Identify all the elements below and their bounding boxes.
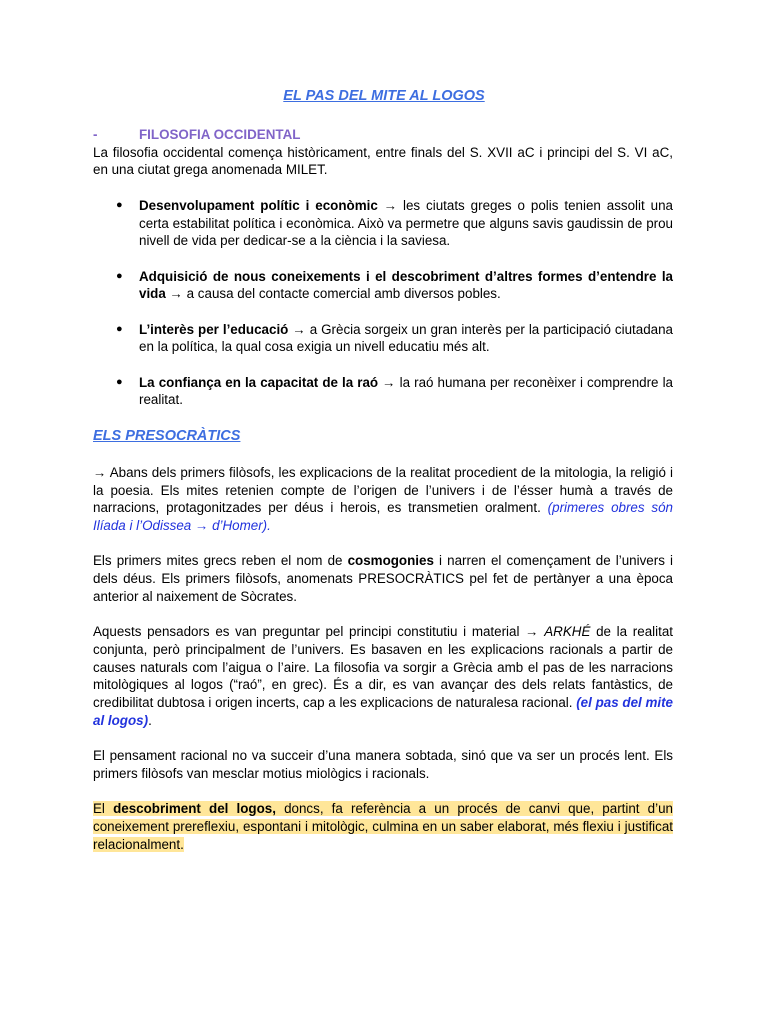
bullet-text: → a causa del contacte comercial amb diversos pobles. [165, 286, 501, 302]
heading-dash: - [93, 127, 98, 142]
section-heading-presocratics: ELS PRESOCRÀTICS [93, 428, 241, 445]
bullet-list [93, 197, 673, 409]
document-body [93, 86, 673, 853]
list-item [93, 374, 673, 409]
paragraph-descobriment-logos [93, 800, 673, 853]
bullet-icon: ● [116, 375, 123, 388]
list-item [93, 268, 673, 303]
homer-note: (primeres obres són Ilíada i l’Odissea → d’Homer) [93, 500, 674, 533]
intro-paragraph: La filosofia occidental comença històricament, entre finals del S. XVII aC i principi del S. VI aC, en una ciutat grega anomenada MILET. [93, 144, 673, 178]
highlighted-text: El descobriment del logos, doncs, fa referència a un procés de canvi que, partint d’un coneixement prereflexiu, espontani i mitològic, culmina en un saber elaborat, més flexiu i justificat relacionalment. [93, 801, 673, 852]
paragraph-cosmogonies: Els primers mites grecs reben el nom de cosmogonies i narren el començament de l’univers i dels déus. Els primers filòsofs, anomenats PRESOCRÀTICS pel fet de pertànyer a una època anterior al naixement de Sòcrates. [93, 553, 673, 604]
bullet-bold: Adquisició de nous coneixements i el descobriment d’altres formes d’entendre la vida [139, 268, 673, 302]
term-descobriment-logos: descobriment del logos, [113, 801, 276, 817]
bullet-bold: La confiança en la capacitat de la raó [139, 374, 379, 390]
bullet-icon: ● [116, 322, 123, 335]
term-cosmogonies: cosmogonies [347, 553, 434, 569]
paragraph-arkhe: Aquests pensadors es van preguntar pel principi constitutiu i material → ARKHÉ de la realitat conjunta, però principalment de l’univers. Es basaven en les explicacions racionals a partir de causes naturals com l’aigua o l’aire. La filosofia va sorgir a Grècia amb el pas de les narracions mitològiques al logos (“raó”, en grec). És a dir, es van avançar des dels relats fantàstics, de credibilitat dubtosa i origen incerts, cap a les explicacions de naturalesa racional. (el pas del mite al logos). [93, 624, 673, 728]
bullet-bold: Desenvolupament polític i econòmic [139, 197, 378, 213]
term-arkhe: ARKHÉ [544, 624, 591, 640]
bullet-text: → a Grècia sorgeix un gran interès per la participació ciutadana en la política, la qual cosa exigia un nivell educatiu més alt. [139, 321, 673, 355]
bullet-icon: ● [116, 269, 123, 282]
bullet-text: → la raó humana per reconèixer i comprendre la realitat. [139, 374, 673, 408]
bullet-icon: ● [116, 198, 123, 211]
heading-text: FILOSOFIA OCCIDENTAL [139, 127, 301, 142]
list-item [93, 321, 673, 356]
bullet-bold: L’interès per l’educació [139, 321, 289, 337]
bullet-text: → les ciutats greges o polis tenien assolit una certa estabilitat política i econòmica. Això va permetre que alguns savis gaudissin de prou nivell de vida per dedicar-se a la ciència i la saviesa. [139, 197, 673, 249]
paragraph-pensament-racional: El pensament racional no va succeir d’una manera sobtada, sinó que va ser un procés lent. Els primers filòsofs van mesclar motius miològics i racionals. [93, 748, 673, 781]
list-item [93, 197, 673, 250]
mite-logos-note: (el pas del mite al logos) [93, 694, 673, 728]
document-title: EL PAS DEL MITE AL LOGOS [283, 88, 485, 104]
paragraph-mitologia: → Abans dels primers filòsofs, les explicacions de la realitat procedient de la mitologia, la religió i la poesia. Els mites retenien compte de l’origen de l’univers i de l’ésser humà a través de narracions, protagonitzades per déus i herois, es transmetien oralment. (primeres obres són Ilíada i l’Odissea → d’Homer). [93, 464, 674, 533]
section-heading-filosofia-occidental [93, 126, 673, 144]
